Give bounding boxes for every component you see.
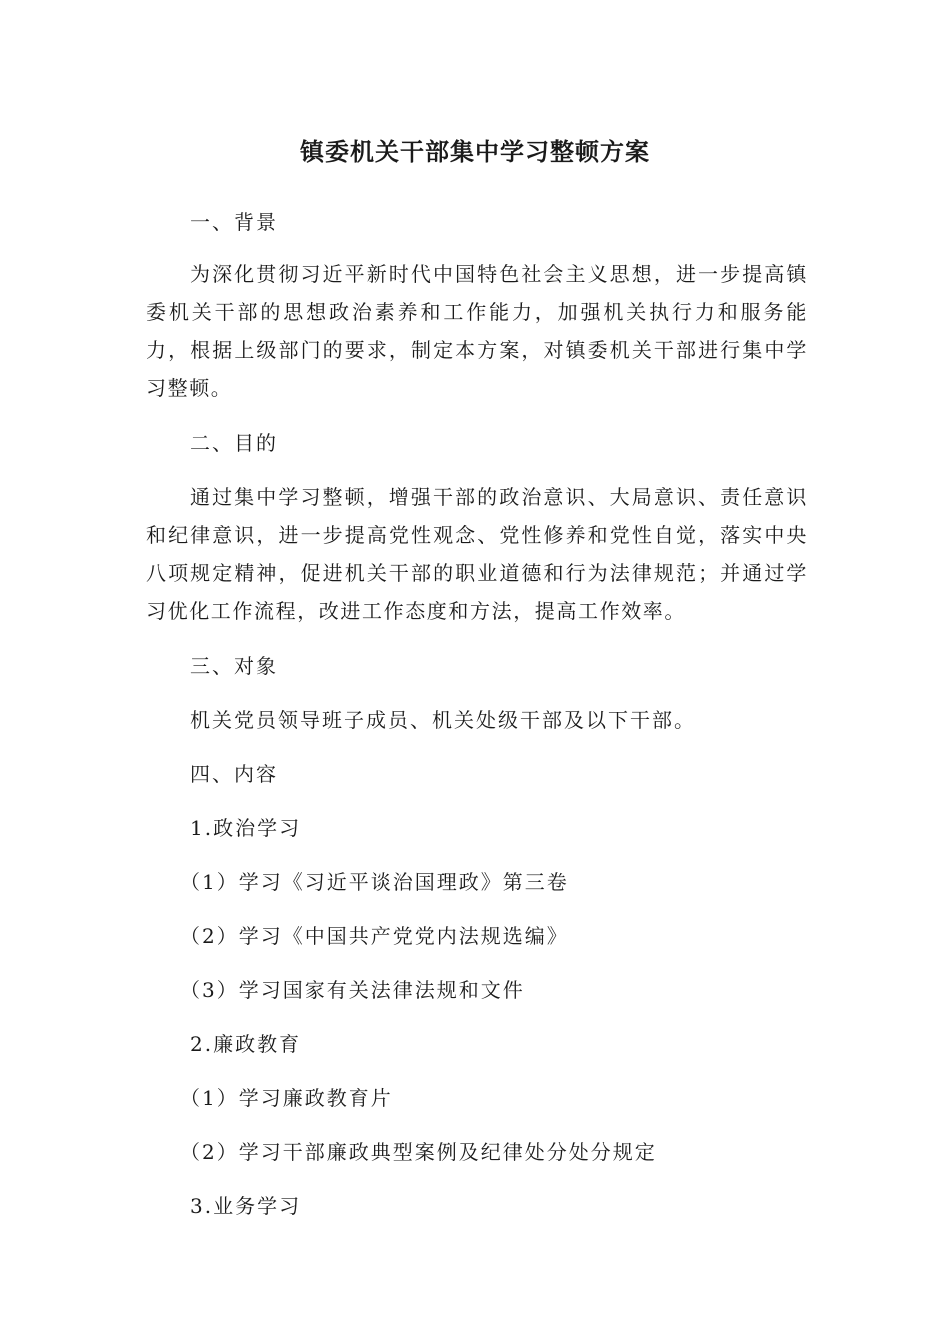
list-item: （1）学习《习近平谈治国理政》第三卷 [180,870,569,894]
section-heading-content: 四、内容 [190,762,278,786]
subheading-political-study: 1.政治学习 [190,816,302,840]
list-item: （2）学习《中国共产党党内法规选编》 [180,924,569,948]
section-heading-background: 一、背景 [190,210,278,234]
background-paragraph: 为深化贯彻习近平新时代中国特色社会主义思想，进一步提高镇委机关干部的思想政治素养和工作能力，加强机关执行力和服务能力，根据上级部门的要求，制定本方案，对镇委机关干部进行集中学习整顿。 [146,262,808,400]
section-heading-target: 三、对象 [190,654,278,678]
subheading-business-study: 3.业务学习 [190,1194,302,1218]
document-title: 镇委机关干部集中学习整顿方案 [300,138,650,166]
list-item: （1）学习廉政教育片 [180,1086,393,1110]
target-paragraph: 机关党员领导班子成员、机关处级干部及以下干部。 [190,708,696,732]
subheading-integrity-education: 2.廉政教育 [190,1032,302,1056]
list-item: （2）学习干部廉政典型案例及纪律处分处分规定 [180,1140,657,1164]
list-item: （3）学习国家有关法律法规和文件 [180,978,525,1002]
section-heading-purpose: 二、目的 [190,431,278,455]
purpose-paragraph: 通过集中学习整顿，增强干部的政治意识、大局意识、责任意识和纪律意识，进一步提高党性观念、党性修养和党性自觉，落实中央八项规定精神，促进机关干部的职业道德和行为法律规范；并通过学习优化工作流程，改进工作态度和方法，提高工作效率。 [146,485,808,623]
